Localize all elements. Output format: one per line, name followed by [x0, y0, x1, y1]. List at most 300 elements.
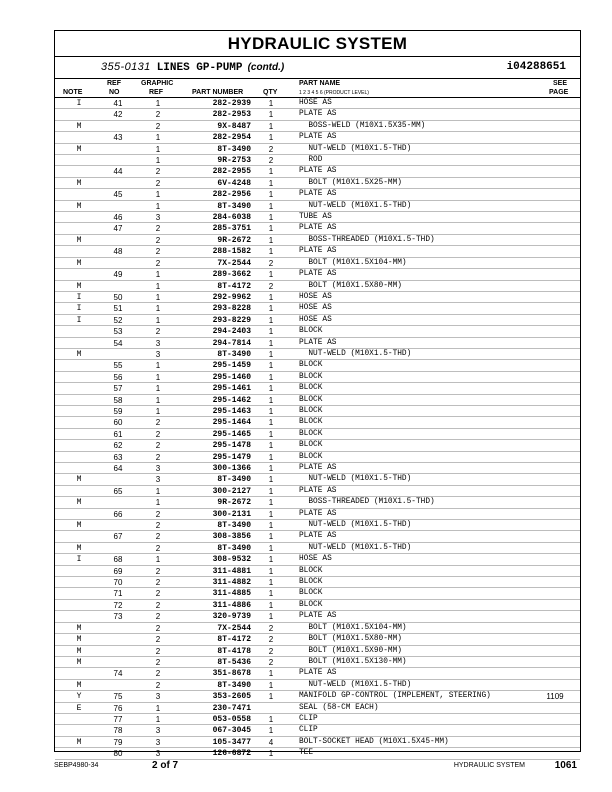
row-part-number: 295-1462: [212, 395, 251, 405]
row-qty: 1: [268, 338, 274, 348]
row-ref-no: 49: [113, 270, 123, 280]
row-part-name: BOLT (M10X1.5X130-MM): [299, 657, 407, 666]
row-qty: 1: [268, 452, 274, 462]
row-part-number: 8T-4172: [217, 281, 251, 291]
row-graphic-ref: 2: [155, 635, 161, 645]
row-graphic-ref: 1: [155, 270, 161, 280]
row-qty: 1: [268, 680, 274, 690]
row-qty: 1: [268, 441, 274, 451]
parts-page-frame: [54, 30, 581, 759]
row-part-number: 8T-5436: [217, 657, 251, 667]
row-ref-no: 58: [113, 395, 123, 405]
row-part-name: BOLT (M10X1.5X80-MM): [299, 281, 402, 290]
row-qty: 1: [268, 406, 274, 416]
row-graphic-ref: 2: [155, 566, 161, 576]
row-qty: 1: [268, 247, 274, 257]
table-row: [55, 246, 580, 257]
row-qty: 2: [268, 258, 274, 268]
table-row: [55, 372, 580, 383]
table-row: [55, 189, 580, 200]
row-note: M: [76, 657, 82, 667]
table-row: [55, 292, 580, 303]
header-part-name: PART NAME: [299, 80, 341, 87]
row-ref-no: 73: [113, 612, 123, 622]
header-graphic-top: GRAPHIC: [141, 80, 174, 87]
table-row: [55, 588, 580, 599]
row-part-name: PLATE AS: [299, 464, 337, 472]
row-graphic-ref: 2: [155, 327, 161, 337]
row-qty: 1: [268, 521, 274, 531]
table-row: [55, 349, 580, 360]
row-part-name: SEAL (58-CM EACH): [299, 703, 379, 712]
row-part-name: BLOCK: [299, 406, 323, 415]
row-graphic-ref: 2: [155, 452, 161, 462]
row-note: M: [76, 349, 82, 359]
row-qty: 2: [268, 657, 274, 667]
row-qty: 2: [268, 623, 274, 633]
row-graphic-ref: 2: [155, 509, 161, 519]
row-graphic-ref: 1: [155, 315, 161, 325]
table-row: [55, 281, 580, 292]
table-row: [55, 611, 580, 622]
row-part-name: PLATE AS: [299, 133, 337, 142]
row-part-number: 6V-4248: [217, 178, 251, 188]
row-note: M: [76, 646, 82, 656]
row-ref-no: 59: [113, 406, 123, 416]
table-row: [55, 486, 580, 497]
row-part-number: 285-3751: [212, 224, 251, 234]
row-part-number: 353-2605: [212, 692, 251, 702]
row-part-number: 282-2939: [212, 99, 251, 108]
row-part-name: BLOCK: [299, 429, 323, 438]
row-part-name: BOLT (M10X1.5X80-MM): [299, 635, 402, 644]
table-row: [55, 121, 580, 132]
table-row: [55, 223, 580, 234]
row-note: I: [76, 304, 82, 314]
row-graphic-ref: 1: [155, 292, 161, 302]
table-row: [55, 338, 580, 349]
row-graphic-ref: 2: [155, 258, 161, 268]
row-part-name: PLATE AS: [299, 270, 337, 279]
row-graphic-ref: 2: [155, 178, 161, 188]
table-row: [55, 383, 580, 394]
row-part-number: 295-1461: [212, 384, 251, 394]
row-note: E: [76, 703, 82, 713]
row-qty: 1: [268, 714, 274, 724]
row-graphic-ref: 2: [155, 167, 161, 177]
row-graphic-ref: 3: [155, 338, 161, 348]
row-ref-no: 47: [113, 224, 123, 234]
row-note: M: [76, 680, 82, 690]
row-graphic-ref: 1: [155, 372, 161, 382]
row-part-number: 295-1479: [212, 452, 251, 462]
table-row: [55, 315, 580, 326]
row-graphic-ref: 2: [155, 235, 161, 245]
row-note: I: [76, 292, 82, 302]
row-ref-no: 46: [113, 213, 123, 223]
row-ref-no: 55: [113, 361, 123, 371]
table-row: [55, 577, 580, 588]
column-headers: [55, 79, 580, 98]
row-graphic-ref: 1: [155, 714, 161, 724]
table-row: [55, 725, 580, 736]
row-graphic-ref: 2: [155, 646, 161, 656]
row-part-name: NUT-WELD (M10X1.5-THD): [299, 543, 412, 552]
table-row: [55, 646, 580, 657]
row-part-name: PLATE AS: [299, 224, 337, 233]
row-graphic-ref: 1: [155, 384, 161, 394]
row-note: M: [76, 737, 82, 747]
row-ref-no: 45: [113, 190, 123, 200]
row-graphic-ref: 2: [155, 532, 161, 542]
table-row: [55, 497, 580, 508]
row-qty: 1: [268, 178, 274, 188]
row-note: M: [76, 258, 82, 268]
row-note: I: [76, 315, 82, 325]
row-qty: 1: [268, 235, 274, 245]
row-graphic-ref: 1: [155, 486, 161, 496]
group-subheader: [55, 56, 580, 79]
row-part-number: 311-4882: [212, 578, 251, 588]
row-graphic-ref: 1: [155, 190, 161, 200]
row-part-number: 300-1366: [212, 464, 251, 473]
row-graphic-ref: 1: [155, 133, 161, 143]
row-graphic-ref: 3: [155, 464, 161, 473]
row-part-number: 295-1465: [212, 429, 251, 439]
row-note: Y: [76, 692, 82, 702]
row-part-name: ROD: [299, 156, 323, 165]
row-part-name: PLATE AS: [299, 669, 337, 678]
row-part-number: 292-9962: [212, 292, 251, 302]
header-product-level: 1 2 3 4 5 6 (PRODUCT LEVEL): [299, 90, 369, 96]
table-row: [55, 748, 580, 759]
row-qty: 1: [268, 327, 274, 337]
row-graphic-ref: 3: [155, 475, 161, 485]
row-part-name: HOSE AS: [299, 315, 332, 324]
row-part-name: HOSE AS: [299, 555, 332, 564]
row-ref-no: 50: [113, 292, 123, 302]
row-qty: 1: [268, 133, 274, 143]
row-graphic-ref: 2: [155, 669, 161, 679]
row-qty: 1: [268, 475, 274, 485]
row-part-number: 295-1463: [212, 406, 251, 416]
header-ref-bot: NO: [109, 89, 120, 96]
row-qty: 1: [268, 315, 274, 325]
row-graphic-ref: 1: [155, 703, 161, 713]
row-part-number: 053-0558: [212, 714, 251, 724]
row-part-name: BLOCK: [299, 441, 323, 450]
row-qty: 1: [268, 429, 274, 439]
row-ref-no: 54: [113, 338, 123, 348]
row-part-name: NUT-WELD (M10X1.5-THD): [299, 521, 412, 530]
row-part-number: 105-3477: [212, 737, 251, 747]
header-part-number: PART NUMBER: [192, 89, 244, 96]
row-graphic-ref: 3: [155, 692, 161, 702]
table-row: [55, 212, 580, 223]
row-part-number: 9R-2672: [217, 498, 251, 508]
table-row: [55, 714, 580, 725]
row-part-number: 320-9739: [212, 612, 251, 622]
table-row: [55, 566, 580, 577]
row-qty: 1: [268, 498, 274, 508]
row-part-number: 8T-3490: [217, 521, 251, 531]
row-part-name: PLATE AS: [299, 612, 337, 621]
row-qty: 1: [268, 589, 274, 599]
row-part-name: BLOCK: [299, 395, 323, 404]
row-graphic-ref: 1: [155, 99, 161, 108]
row-qty: 4: [268, 737, 274, 747]
row-part-name: BOLT (M10X1.5X104-MM): [299, 623, 407, 632]
row-graphic-ref: 1: [155, 201, 161, 211]
row-part-number: 8T-3490: [217, 680, 251, 690]
row-part-name: BLOCK: [299, 418, 323, 427]
table-row: [55, 509, 580, 520]
row-graphic-ref: 2: [155, 589, 161, 599]
row-ref-no: 75: [113, 692, 123, 702]
row-graphic-ref: 3: [155, 349, 161, 359]
row-part-name: CLIP: [299, 714, 318, 723]
row-part-name: BOSS-THREADED (M10X1.5-THD): [299, 235, 435, 244]
row-qty: 1: [268, 361, 274, 371]
row-part-number: 295-1478: [212, 441, 251, 451]
table-row: [55, 235, 580, 246]
row-part-number: 311-4885: [212, 589, 251, 599]
row-qty: 1: [268, 372, 274, 382]
row-part-name: BOSS-WELD (M10X1.5X35-MM): [299, 121, 426, 130]
row-graphic-ref: 2: [155, 224, 161, 234]
row-qty: 1: [268, 121, 274, 131]
table-row: [55, 303, 580, 314]
table-row: [55, 737, 580, 748]
row-ref-no: 48: [113, 247, 123, 257]
row-graphic-ref: 3: [155, 737, 161, 747]
row-part-name: BLOCK: [299, 600, 323, 609]
row-part-name: NUT-WELD (M10X1.5-THD): [299, 475, 412, 484]
row-ref-no: 71: [113, 589, 123, 599]
row-ref-no: 76: [113, 703, 123, 713]
table-row: [55, 406, 580, 417]
row-qty: 1: [268, 224, 274, 234]
row-part-number: 308-3856: [212, 532, 251, 542]
row-part-number: 351-8678: [212, 669, 251, 679]
table-row: [55, 109, 580, 120]
parts-table-body: [55, 98, 580, 760]
row-part-name: CLIP: [299, 726, 318, 735]
row-graphic-ref: 2: [155, 121, 161, 131]
row-note: M: [76, 521, 82, 531]
row-qty: 1: [268, 304, 274, 314]
row-note: M: [76, 235, 82, 245]
row-qty: 1: [268, 543, 274, 553]
row-part-name: BLOCK: [299, 327, 323, 336]
row-qty: 1: [268, 612, 274, 622]
row-part-name: BLOCK: [299, 372, 323, 381]
media-number: i04288651: [506, 61, 566, 73]
row-part-number: 284-6038: [212, 213, 251, 223]
table-row: [55, 440, 580, 451]
table-row: [55, 680, 580, 691]
row-part-name: NUT-WELD (M10X1.5-THD): [299, 349, 412, 358]
row-part-name: BLOCK: [299, 589, 323, 598]
row-graphic-ref: 2: [155, 623, 161, 633]
row-part-name: PLATE AS: [299, 247, 337, 256]
row-qty: 1: [268, 566, 274, 576]
page-footer: [54, 759, 581, 773]
row-ref-no: 53: [113, 327, 123, 337]
row-note: M: [76, 281, 82, 291]
row-graphic-ref: 2: [155, 521, 161, 531]
row-part-number: 282-2955: [212, 167, 251, 177]
row-ref-no: 79: [113, 737, 123, 747]
row-part-number: 8T-3490: [217, 349, 251, 359]
row-ref-no: 63: [113, 452, 123, 462]
row-qty: 1: [268, 532, 274, 542]
row-ref-no: 65: [113, 486, 123, 496]
header-qty: QTY: [263, 89, 278, 96]
row-graphic-ref: 1: [155, 498, 161, 508]
table-row: [55, 395, 580, 406]
row-ref-no: 64: [113, 464, 123, 473]
row-part-number: 294-2403: [212, 327, 251, 337]
table-row: [55, 520, 580, 531]
row-qty: 1: [268, 578, 274, 588]
row-ref-no: 56: [113, 372, 123, 382]
row-part-name: PLATE AS: [299, 110, 337, 119]
row-part-name: BLOCK: [299, 452, 323, 461]
row-graphic-ref: 3: [155, 749, 161, 759]
row-qty: 1: [268, 692, 274, 702]
row-ref-no: 52: [113, 315, 123, 325]
row-part-number: 308-9532: [212, 555, 251, 565]
row-note: M: [76, 635, 82, 645]
row-ref-no: 42: [113, 110, 123, 120]
row-ref-no: 77: [113, 714, 123, 724]
table-row: [55, 269, 580, 280]
row-note: I: [76, 99, 82, 108]
row-part-name: HOSE AS: [299, 304, 332, 313]
row-part-number: 300-2127: [212, 486, 251, 496]
row-note: M: [76, 201, 82, 211]
row-graphic-ref: 2: [155, 600, 161, 610]
row-graphic-ref: 2: [155, 543, 161, 553]
row-graphic-ref: 1: [155, 156, 161, 166]
table-row: [55, 429, 580, 440]
row-graphic-ref: 1: [155, 281, 161, 291]
row-ref-no: 67: [113, 532, 123, 542]
row-qty: 1: [268, 213, 274, 223]
row-part-name: NUT-WELD (M10X1.5-THD): [299, 201, 412, 210]
row-part-number: 311-4886: [212, 600, 251, 610]
row-part-name: PLATE AS: [299, 190, 337, 199]
row-note: M: [76, 543, 82, 553]
row-ref-no: 44: [113, 167, 123, 177]
row-part-name: BLOCK: [299, 361, 323, 370]
row-qty: 1: [268, 600, 274, 610]
row-part-name: NUT-WELD (M10X1.5-THD): [299, 680, 412, 689]
row-graphic-ref: 1: [155, 406, 161, 416]
row-qty: 1: [268, 384, 274, 394]
table-row: [55, 452, 580, 463]
row-part-name: TEE: [299, 749, 314, 758]
table-row: [55, 600, 580, 611]
row-note: I: [76, 555, 82, 565]
row-ref-no: 74: [113, 669, 123, 679]
row-graphic-ref: 2: [155, 578, 161, 588]
row-qty: 1: [268, 509, 274, 519]
publication-number: SEBP4980-34: [54, 762, 99, 769]
row-part-name: MANIFOLD GP-CONTROL (IMPLEMENT, STEERING): [299, 692, 491, 701]
footer-section: HYDRAULIC SYSTEM: [453, 762, 525, 769]
row-part-number: 293-8229: [212, 315, 251, 325]
row-qty: 1: [268, 749, 274, 759]
row-graphic-ref: 2: [155, 657, 161, 667]
row-part-number: 8T-3490: [217, 543, 251, 553]
row-ref-no: 68: [113, 555, 123, 565]
row-part-number: 9R-2672: [217, 235, 251, 245]
row-part-name: BLOCK: [299, 384, 323, 393]
header-see-bot: PAGE: [549, 89, 569, 96]
row-graphic-ref: 3: [155, 213, 161, 223]
row-qty: 2: [268, 635, 274, 645]
row-part-name: BOLT (M10X1.5X90-MM): [299, 646, 402, 655]
row-part-name: BOLT (M10X1.5X25-MM): [299, 178, 402, 187]
row-note: M: [76, 623, 82, 633]
row-graphic-ref: 2: [155, 418, 161, 428]
table-row: [55, 258, 580, 269]
table-row: [55, 144, 580, 155]
row-part-name: PLATE AS: [299, 167, 337, 176]
row-ref-no: 41: [113, 99, 123, 108]
row-graphic-ref: 3: [155, 726, 161, 736]
row-part-number: 288-1582: [212, 247, 251, 257]
row-part-number: 282-2954: [212, 133, 251, 143]
row-part-name: BOSS-THREADED (M10X1.5-THD): [299, 498, 435, 507]
page-title: HYDRAULIC SYSTEM: [55, 31, 580, 57]
header-see-top: SEE: [553, 80, 568, 87]
table-row: [55, 155, 580, 166]
table-row: [55, 668, 580, 679]
row-qty: 1: [268, 201, 274, 211]
row-part-number: 067-3045: [212, 726, 251, 736]
row-qty: 1: [268, 167, 274, 177]
row-part-name: NUT-WELD (M10X1.5-THD): [299, 144, 412, 153]
row-ref-no: 78: [113, 726, 123, 736]
table-row: [55, 463, 580, 474]
row-ref-no: 70: [113, 578, 123, 588]
row-part-name: BOLT-SOCKET HEAD (M10X1.5X45-MM): [299, 737, 449, 746]
row-part-number: 126-6872: [212, 749, 251, 759]
row-ref-no: 66: [113, 509, 123, 519]
table-row: [55, 360, 580, 371]
row-graphic-ref: 2: [155, 429, 161, 439]
row-note: M: [76, 178, 82, 188]
row-qty: 1: [268, 270, 274, 280]
row-note: M: [76, 475, 82, 485]
group-contd: (contd.): [247, 62, 285, 73]
row-part-name: HOSE AS: [299, 99, 332, 107]
row-part-number: 289-3662: [212, 270, 251, 280]
table-row: [55, 531, 580, 542]
header-ref-top: REF: [107, 80, 121, 87]
row-qty: 1: [268, 726, 274, 736]
row-graphic-ref: 2: [155, 110, 161, 120]
row-qty: 1: [268, 486, 274, 496]
row-graphic-ref: 2: [155, 441, 161, 451]
row-qty: 1: [268, 418, 274, 428]
table-row: [55, 691, 580, 702]
row-ref-no: 62: [113, 441, 123, 451]
row-note: M: [76, 144, 82, 154]
